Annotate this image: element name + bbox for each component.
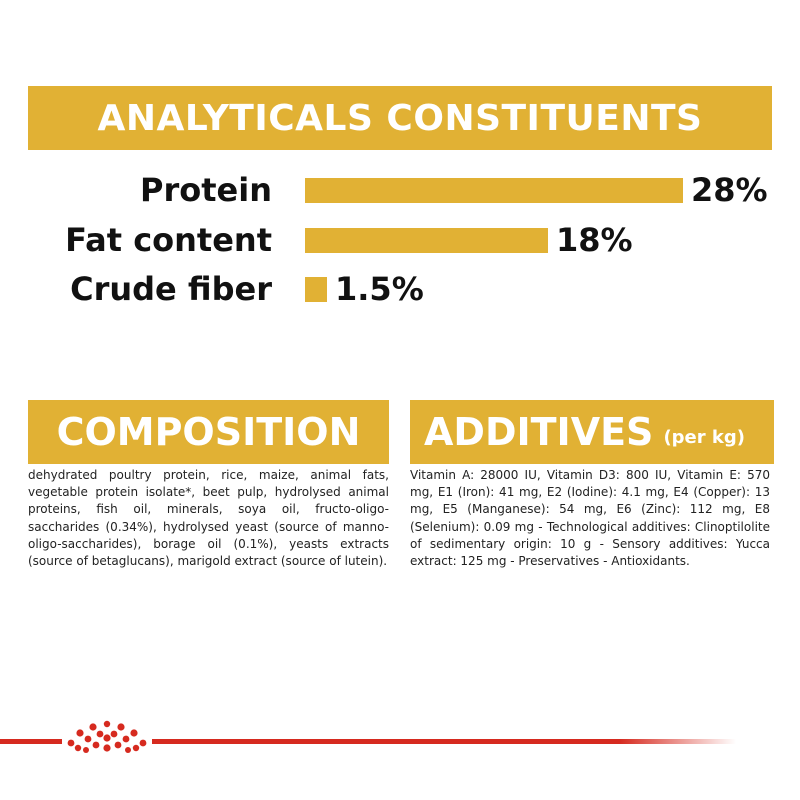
crude-fiber-label: Crude fiber <box>70 270 272 308</box>
protein-value: 28% <box>691 171 768 209</box>
additives-banner <box>410 400 774 464</box>
analytical-constituents-title: ANALYTICALS CONSTITUENTS <box>97 97 703 139</box>
royal-crown-icon <box>66 720 148 754</box>
fat-content-value: 18% <box>556 221 633 259</box>
additives-subtitle: (per kg) <box>663 426 745 448</box>
additives-text: Vitamin A: 28000 IU, Vitamin D3: 800 IU, Vitamin E: 570 mg, E1 (Iron): 41 mg, E2 (Iodine): 4.1 mg, E4 (Copper): 13 mg, E5 (Manganese): 54 mg, E6 (Zinc): 112 mg, E8 (Selenium): 0.09 mg - Technological additives: Clinoptilolite of sedimentary origin: 10 g - Sensory additives: Yucca extract: 125 mg - Preservatives - Antioxidants. <box>410 468 770 569</box>
footer-line-left <box>0 739 62 744</box>
composition-text: dehydrated poultry protein, rice, maize, animal fats, vegetable protein isolate*, beet pulp, hydrolysed animal proteins, fish oil, minerals, soya oil, fructo-oligo-saccharides (0.34%), hydrolysed yeast (source of manno-oligo-saccharides), borage oil (0.1%), yeasts extracts (source of betaglucans), marigold extract (source of lutein). <box>28 468 389 569</box>
footer-line-right <box>152 739 736 744</box>
fat-content-bar <box>305 228 548 253</box>
composition-banner <box>28 400 389 464</box>
crude-fiber-value: 1.5% <box>335 270 424 308</box>
protein-label: Protein <box>140 171 272 209</box>
protein-bar <box>305 178 683 203</box>
additives-title: ADDITIVES <box>424 410 654 454</box>
analytical-constituents-banner <box>28 86 772 150</box>
crude-fiber-bar <box>305 277 327 302</box>
composition-title: COMPOSITION <box>56 410 361 454</box>
fat-content-label: Fat content <box>65 221 272 259</box>
